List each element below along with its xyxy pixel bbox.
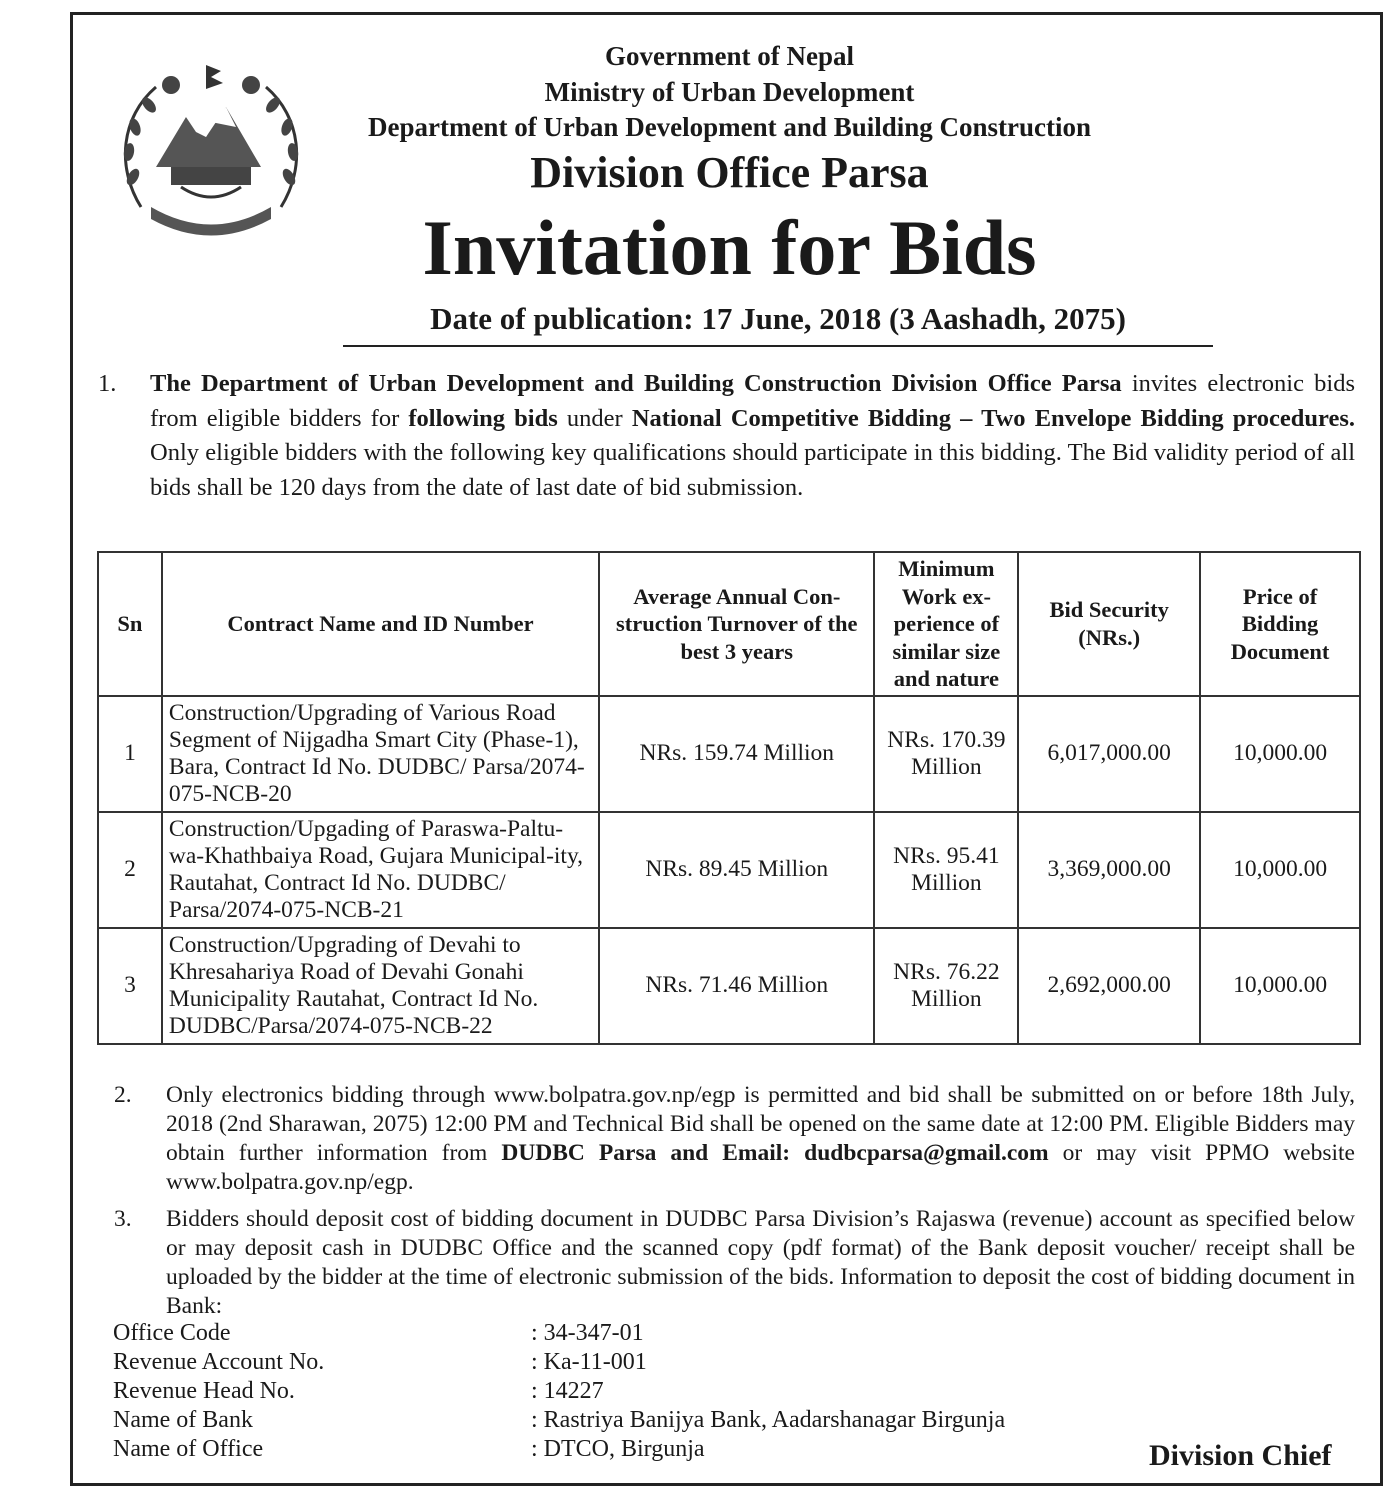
column-header: Price of Bidding Document (1200, 552, 1360, 696)
paragraph-2: 2. Only electronics bidding through www.bolpatra.gov.np/egp is permitted and bid shall be submitted on or before 18th July, 2018 (2nd Sharawan, 2075) 12:00 PM and Technical Bid shall be opened on the same date at 12:00 PM. Eligible Bidders may obtain further information from DUDBC Parsa and Email: dudbcparsa@gmail.com or may visit PPMO website www.bolpatra.gov.np/egp. (114, 1082, 1355, 1195)
contract-name-cell: Construction/Upgading of Paraswa-Paltu-wa-Khathbaiya Road, Gujara Municipal-ity, Rautahat, Contract Id No. DUDBC/ Parsa/2074-075-NCB-21 (162, 812, 599, 928)
security-cell: 6,017,000.00 (1018, 696, 1200, 812)
table-header-row (98, 552, 1360, 696)
table-row (98, 696, 1360, 812)
signature-title: Division Chief (1149, 1439, 1332, 1472)
price-cell: 10,000.00 (1200, 812, 1360, 928)
publication-date: Date of publication: 17 June, 2018 (3 Aashadh, 2075) (343, 301, 1213, 347)
government-title: Government of Nepal (605, 41, 854, 71)
price-cell: 10,000.00 (1200, 696, 1360, 812)
sn-cell: 1 (98, 696, 162, 812)
office-title: Division Office Parsa (530, 148, 929, 197)
security-cell: 2,692,000.00 (1018, 928, 1200, 1044)
bank-detail-row: Revenue Account No. : Ka-11-001 (113, 1349, 647, 1375)
turnover-cell: NRs. 159.74 Million (599, 696, 874, 812)
bids-table (97, 551, 1361, 1045)
notice-title: Invitation for Bids (422, 204, 1037, 291)
table-row (98, 928, 1360, 1044)
experience-cell: NRs. 95.41 Million (874, 812, 1018, 928)
bank-detail-row: Revenue Head No. : 14227 (113, 1378, 604, 1404)
column-header: Contract Name and ID Number (162, 552, 599, 696)
paragraph-3: 3. Bidders should deposit cost of bidding document in DUDBC Parsa Division’s Rajaswa (revenue) account as specified below or may deposit cash in DUDBC Office and the scanned copy (pdf format) of the Bank deposit voucher/ receipt shall be uploaded by the bidder at the time of electronic submission of the bids. Information to deposit the cost of bidding document in Bank: (114, 1206, 1355, 1319)
department-title: Department of Urban Development and Building Construction (367, 112, 1092, 142)
experience-cell: NRs. 170.39 Million (874, 696, 1018, 812)
table-row (98, 812, 1360, 928)
price-cell: 10,000.00 (1200, 928, 1360, 1044)
bank-detail-row: Name of Office : DTCO, Birgunja (113, 1436, 705, 1462)
paragraph-number: 2. (114, 1082, 132, 1108)
turnover-cell: NRs. 71.46 Million (599, 928, 874, 1044)
sn-cell: 2 (98, 812, 162, 928)
ministry-title: Ministry of Urban Development (544, 77, 915, 107)
experience-cell: NRs. 76.22 Million (874, 928, 1018, 1044)
security-cell: 3,369,000.00 (1018, 812, 1200, 928)
column-header: Sn (98, 552, 162, 696)
contract-name-cell: Construction/Upgrading of Devahi to Khresahariya Road of Devahi Gonahi Municipality Rautahat, Contract Id No. DUDBC/Parsa/2074-075-NCB-22 (162, 928, 599, 1044)
sn-cell: 3 (98, 928, 162, 1044)
paragraph-number: 1. (98, 370, 117, 397)
column-header: Bid Security (NRs.) (1018, 552, 1200, 696)
bank-detail-row: Name of Bank : Rastriya Banijya Bank, Aadarshanagar Birgunja (113, 1407, 1006, 1433)
paragraph-number: 3. (114, 1206, 132, 1232)
paragraph-1: 1. The Department of Urban Development and Building Construction Division Office Parsa invites electronic bids from eligible bidders for following bids under National Competitive Bidding – Two Envelope Bidding procedures. Only eligible bidders with the following key qualifications should participate in this bidding. The Bid validity period of all bids shall be 120 days from the date of last date of bid submission. (150, 367, 1355, 505)
column-header: Minimum Work ex-perience of similar size and nature (874, 552, 1018, 696)
contract-name-cell: Construction/Upgrading of Various Road Segment of Nijgadha Smart City (Phase-1), Bara, Contract Id No. DUDBC/ Parsa/2074-075-NCB-20 (162, 696, 599, 812)
bank-detail-row: Office Code : 34-347-01 (113, 1320, 644, 1346)
bank-details (113, 1319, 1113, 1464)
column-header: Average Annual Con-struction Turnover of the best 3 years (599, 552, 874, 696)
turnover-cell: NRs. 89.45 Million (599, 812, 874, 928)
notice-frame (70, 12, 1383, 1486)
